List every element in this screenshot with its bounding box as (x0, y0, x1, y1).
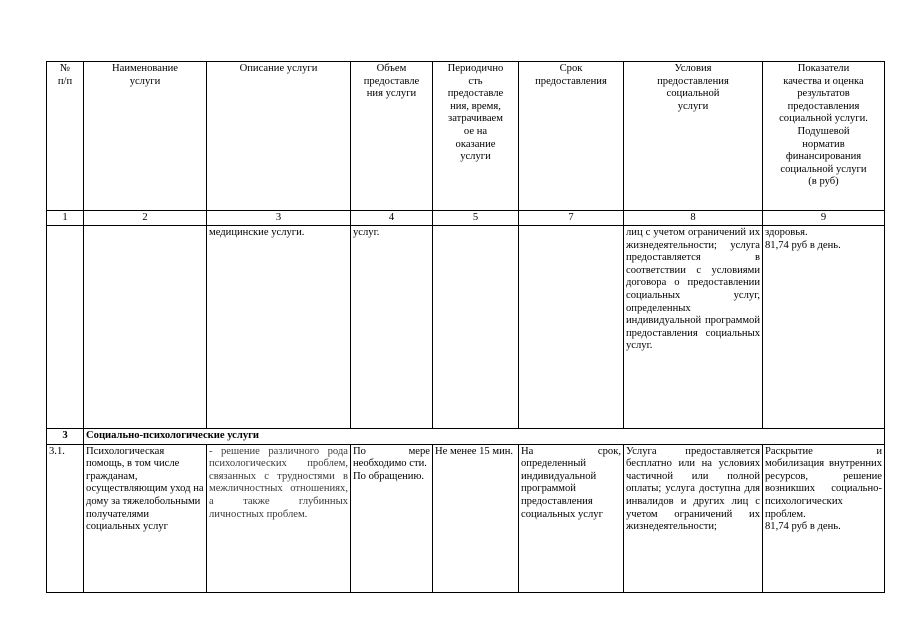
header-number: № п/п (47, 62, 84, 211)
service-quality: Раскрытие и мобилизация внутренних ресурсов, решение возникших социально-психологических проблем. 81,74 руб в день. (763, 444, 885, 592)
service-periodicity: Не менее 15 мин. (433, 444, 519, 592)
service-term: На срок, определенный индивидуальной программой предоставления социальных услуг (519, 444, 624, 592)
header-term: Срок предоставления (519, 62, 624, 211)
cell-empty (519, 226, 624, 429)
cell-volume: услуг. (351, 226, 433, 429)
continuation-row (47, 226, 885, 429)
column-number: 4 (351, 211, 433, 226)
header-quality-indicators: Показатели качества и оценка результатов предоставления социальной услуги. Подушевой норматив финансирования социальной услуги (в руб) (763, 62, 885, 211)
service-volume: По мере необходимо сти. По обращению. (351, 444, 433, 592)
service-row (47, 444, 885, 592)
column-number: 3 (207, 211, 351, 226)
cell-empty (84, 226, 207, 429)
service-name: Психологическая помощь, в том числе гражданам, осуществляющим уход на дому за тяжелобольными получателями социальных услуг (84, 444, 207, 592)
section-title: Социально-психологические услуги (84, 429, 885, 445)
cell-empty (433, 226, 519, 429)
cell-empty (47, 226, 84, 429)
column-number: 8 (624, 211, 763, 226)
column-number: 1 (47, 211, 84, 226)
services-table (46, 61, 885, 593)
header-row (47, 62, 885, 211)
section-number: 3 (47, 429, 84, 445)
cell-conditions: лиц с учетом ограничений их жизнедеятельности; услуга предоставляется в соответствии с условиями договора о предоставлении социальных услуг, определенных индивидуальной программой предоставления социальных услуг. (624, 226, 763, 429)
header-service-description: Описание услуги (207, 62, 351, 211)
header-periodicity: Периодично сть предоставле ния, время, затрачиваем ое на оказание услуги (433, 62, 519, 211)
header-service-volume: Объем предоставле ния услуги (351, 62, 433, 211)
service-number: 3.1. (47, 444, 84, 592)
column-number: 9 (763, 211, 885, 226)
column-number: 7 (519, 211, 624, 226)
cell-description: медицинские услуги. (207, 226, 351, 429)
service-conditions: Услуга предоставляется бесплатно или на условиях частичной или полной оплаты; услуга доступна для инвалидов и других лиц с учетом ограничений их жизнедеятельности; (624, 444, 763, 592)
header-service-name: Наименование услуги (84, 62, 207, 211)
column-number: 2 (84, 211, 207, 226)
column-number-row (47, 211, 885, 226)
section-row (47, 429, 885, 445)
column-number: 5 (433, 211, 519, 226)
cell-quality: здоровья. 81,74 руб в день. (763, 226, 885, 429)
header-conditions: Условия предоставления социальной услуги (624, 62, 763, 211)
service-description: - решение различного рода психологических проблем, связанных с трудностями в межличностных отношениях, а также глубинных личностных проблем. (207, 444, 351, 592)
